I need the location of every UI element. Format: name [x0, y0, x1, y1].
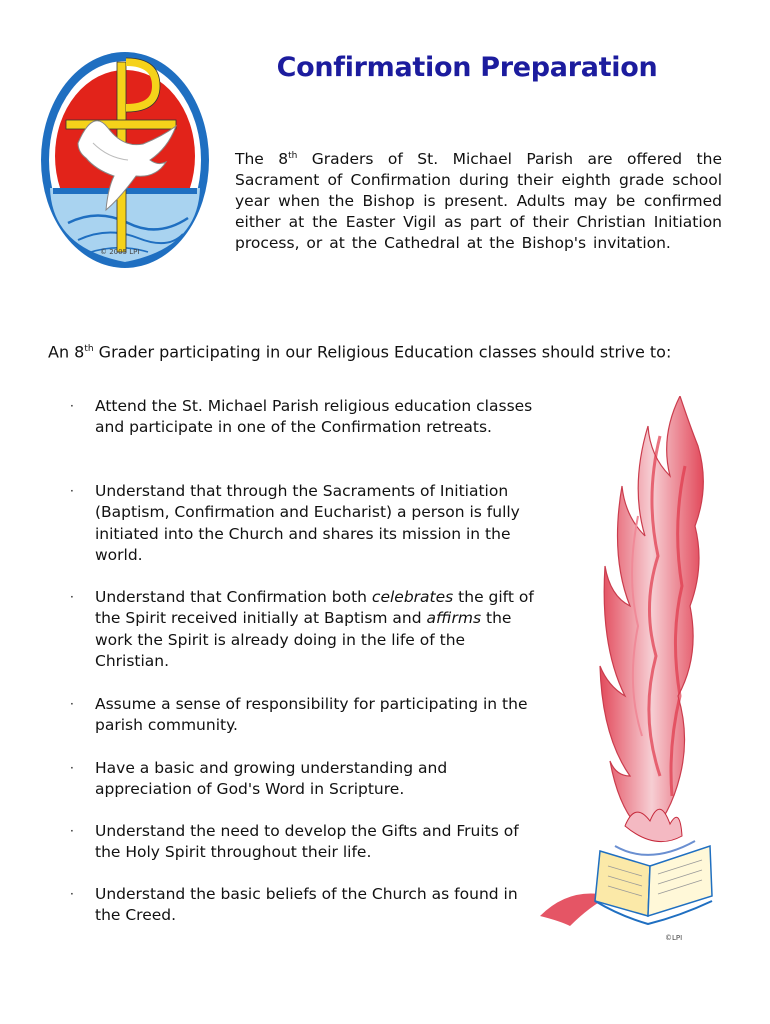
- confirmation-logo-icon: [38, 48, 213, 273]
- page-title: Confirmation Preparation: [276, 52, 658, 83]
- list-item: [60, 694, 540, 758]
- list-item-text: Assume a sense of responsibility for participating in the parish community.: [95, 695, 528, 735]
- lead-sup: th: [84, 344, 94, 354]
- list-item: [60, 481, 540, 587]
- intro-post: Graders of St. Michael Parish are offered the Sacrament of Confirmation during their eighth grade school year when the Bishop is present. Adults may be confirmed either at the Easter Vigil as part of their Christian Initiation process, or at the Cathedral at the Bishop's invitation.: [235, 150, 722, 253]
- list-item-text-part: Understand that Confirmation both: [95, 588, 372, 606]
- bullet-icon: ·: [70, 590, 74, 604]
- list-item-text: Attend the St. Michael Parish religious education classes and participate in one of the Confirmation retreats.: [95, 397, 533, 437]
- lead-sentence: [48, 338, 738, 363]
- intro-pre: The 8: [235, 150, 289, 169]
- list-item-text: Have a basic and growing understanding and appreciation of God's Word in Scripture.: [95, 759, 448, 799]
- logo-copyright: © 2005 LPI: [100, 248, 140, 256]
- bullet-icon: ·: [70, 761, 74, 775]
- intro-sup: th: [288, 151, 298, 161]
- goals-list: [60, 396, 540, 928]
- list-item-emphasis: affirms: [426, 609, 482, 628]
- flame-bible-icon: [530, 396, 730, 946]
- bullet-icon: ·: [70, 887, 74, 901]
- list-item-text: Understand the need to develop the Gifts and Fruits of the Holy Spirit throughout their life.: [95, 822, 519, 862]
- list-item-emphasis: celebrates: [371, 588, 454, 606]
- list-item: [60, 396, 540, 481]
- list-item: [60, 758, 540, 821]
- bullet-icon: ·: [70, 399, 74, 413]
- flame-copyright: ©LPI: [665, 934, 683, 942]
- list-item-text: Understand the basic beliefs of the Church as found in the Creed.: [95, 885, 518, 925]
- list-item: [60, 587, 540, 694]
- lead-post: Grader participating in our Religious Education classes should strive to:: [93, 342, 672, 362]
- list-item-text-part: the gift of the Spirit received initially at Baptism and: [95, 588, 534, 628]
- intro-paragraph: [235, 146, 722, 254]
- list-item: [60, 884, 540, 928]
- bullet-icon: ·: [70, 697, 74, 711]
- list-item-text: Understand that through the Sacraments of Initiation (Baptism, Confirmation and Eucharist) a person is fully initiated into the Church and shares its mission in the world.: [95, 482, 520, 564]
- lead-pre: An 8: [48, 342, 85, 362]
- bullet-icon: ·: [70, 484, 74, 498]
- list-item: [60, 821, 540, 884]
- list-item-text-part: the work the Spirit is already doing in the life of the Christian.: [95, 609, 512, 670]
- bullet-icon: ·: [70, 824, 74, 838]
